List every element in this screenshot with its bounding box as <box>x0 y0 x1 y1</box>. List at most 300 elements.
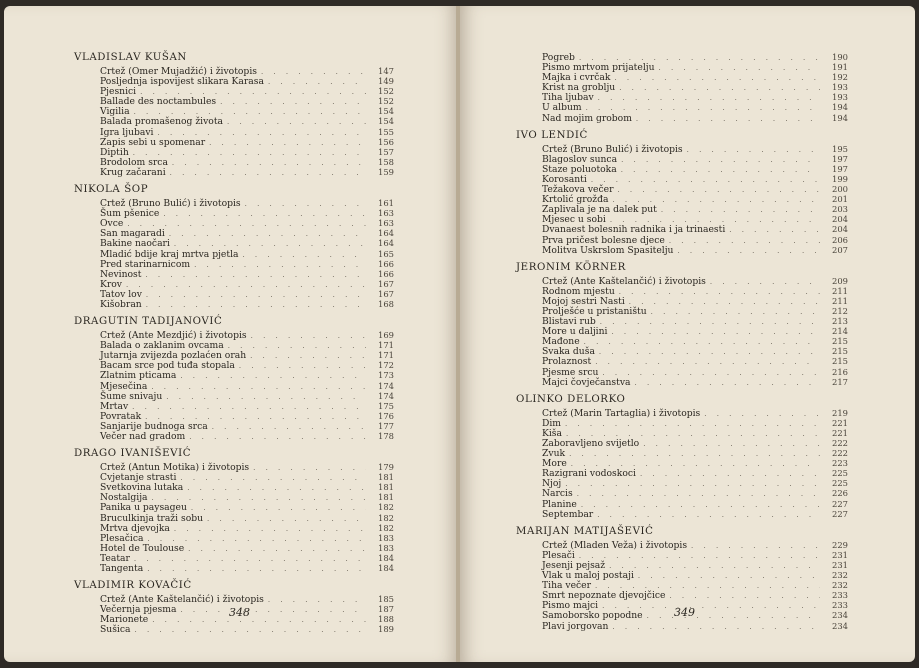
entry-page-number: 187 <box>378 604 394 615</box>
left-page-number: 348 <box>229 606 250 619</box>
toc-entry <box>516 245 848 255</box>
toc-left <box>74 52 394 635</box>
dot-leader <box>187 483 366 493</box>
toc-section <box>516 130 848 255</box>
entry-page-number: 215 <box>832 336 848 347</box>
toc-entry <box>516 164 848 174</box>
dot-leader <box>600 317 820 327</box>
entry-title: Smrt nepoznate djevojčice <box>542 590 666 602</box>
dot-leader <box>239 361 366 371</box>
entry-title: Igra ljubavi <box>100 126 154 138</box>
dot-leader <box>180 371 366 381</box>
entry-page-number: 216 <box>832 366 848 377</box>
toc-section <box>74 184 394 309</box>
toc-entry <box>74 208 394 218</box>
right-page-number: 349 <box>674 606 695 619</box>
entry-title: Samoborsko popodne <box>542 610 643 622</box>
entry-page-number: 149 <box>378 76 394 87</box>
toc-entry <box>74 482 394 492</box>
entry-title: Njoj <box>542 478 562 490</box>
entry-title: Zaplivala je na dalek put <box>542 204 657 216</box>
toc-section <box>516 262 848 387</box>
entry-page-number: 164 <box>378 228 394 239</box>
entry-page-number: 213 <box>832 316 848 327</box>
entry-title: Crtež (Ante Kaštelančić) i životopis <box>100 594 264 606</box>
entry-title: Plavi jorgovan <box>542 620 609 632</box>
entry-page-number: 167 <box>378 278 394 289</box>
entry-title: Krov <box>100 278 122 290</box>
entry-title: Bacam srce pod tuđa stopala <box>100 360 235 372</box>
dot-leader <box>268 595 366 605</box>
author-heading: OLINKO DELORKO <box>516 393 626 405</box>
dot-leader <box>661 205 820 215</box>
dot-leader <box>599 347 820 357</box>
entry-page-number: 181 <box>378 492 394 503</box>
entry-page-number: 182 <box>378 502 394 513</box>
toc-entry <box>74 279 394 289</box>
toc-entry <box>516 154 848 164</box>
dot-leader <box>636 114 820 124</box>
entry-title: Zaboravljeno svijetlo <box>542 438 640 449</box>
entry-page-number: 184 <box>378 563 394 574</box>
entry-title: Razigrani vodoskoci <box>542 468 636 480</box>
toc-entry <box>516 408 848 418</box>
entry-title: Svetkovina lutaka <box>100 482 184 494</box>
toc-entry <box>516 540 848 550</box>
dot-leader <box>677 246 820 256</box>
toc-entry <box>74 96 394 106</box>
entry-title: Krist na groblju <box>542 82 616 94</box>
dot-leader <box>579 551 820 561</box>
author-heading: DRAGUTIN TADIJANOVIĆ <box>74 316 223 328</box>
entry-page-number: 163 <box>378 208 394 219</box>
toc-entry <box>516 428 848 438</box>
entry-title: Mrtva djevojka <box>100 522 170 534</box>
entry-title: Prva pričest bolesne djece <box>542 234 665 246</box>
dot-leader <box>126 280 366 290</box>
entry-page-number: 234 <box>832 620 848 631</box>
entry-page-number: 182 <box>378 512 394 523</box>
entry-title: Panika u paysageu <box>100 502 187 514</box>
dot-leader <box>268 77 366 87</box>
dot-leader <box>565 479 820 489</box>
entry-page-number: 183 <box>378 542 394 553</box>
entry-page-number: 222 <box>832 438 848 448</box>
entry-title: Crtež (Ante Mezdjić) i životopis <box>100 330 247 342</box>
dot-leader <box>220 97 366 107</box>
dot-leader <box>577 489 820 499</box>
entry-page-number: 225 <box>832 478 848 489</box>
entry-title: Sanjarije budnoga srca <box>100 420 208 432</box>
entry-page-number: 177 <box>378 420 394 431</box>
entry-page-number: 152 <box>378 96 394 107</box>
entry-page-number: 191 <box>832 62 848 73</box>
toc-entry <box>74 523 394 533</box>
toc-section <box>516 394 848 519</box>
entry-title: Bakine naočari <box>100 238 170 250</box>
toc-section <box>516 52 848 123</box>
dot-leader <box>602 368 820 378</box>
entry-page-number: 217 <box>832 376 848 387</box>
entry-page-number: 165 <box>378 248 394 259</box>
entry-page-number: 223 <box>832 458 848 469</box>
entry-title: Ovce <box>100 218 124 230</box>
entry-title: Crtež (Bruno Bulić) i životopis <box>542 143 683 155</box>
dot-leader <box>614 73 820 83</box>
toc-entry <box>516 113 848 123</box>
entry-page-number: 161 <box>378 198 394 209</box>
entry-page-number: 209 <box>832 275 848 286</box>
toc-entry <box>74 228 394 238</box>
author-heading: JERONIM KÖRNER <box>516 261 626 273</box>
dot-leader <box>228 341 366 351</box>
toc-entry <box>74 391 394 401</box>
toc-entry <box>74 533 394 543</box>
entry-title: Planine <box>542 498 577 510</box>
entry-page-number: 174 <box>378 380 394 391</box>
entry-page-number: 171 <box>378 340 394 351</box>
toc-entry <box>74 76 394 86</box>
entry-title: Blagoslov sunca <box>542 153 618 165</box>
entry-title: Majci čovječanstva <box>542 376 631 388</box>
dot-leader <box>172 158 366 168</box>
toc-entry <box>516 448 848 458</box>
toc-entry <box>516 438 848 448</box>
dot-leader <box>227 117 366 127</box>
entry-title: Mrtav <box>100 400 129 412</box>
toc-entry <box>74 106 394 116</box>
dot-leader <box>163 209 366 219</box>
toc-entry <box>516 62 848 72</box>
entry-title: More u daljini <box>542 326 608 338</box>
entry-title: Večer nad gradom <box>100 431 186 442</box>
dot-leader <box>597 510 820 520</box>
entry-page-number: 184 <box>378 552 394 563</box>
toc-entry <box>74 299 394 309</box>
entry-page-number: 154 <box>378 116 394 127</box>
toc-entry <box>516 621 848 631</box>
entry-title: Zvuk <box>542 448 566 460</box>
dot-leader <box>169 229 366 239</box>
dot-leader <box>146 300 366 310</box>
toc-entry <box>516 509 848 519</box>
entry-title: Večernja pjesma <box>100 604 177 616</box>
toc-section <box>74 52 394 177</box>
toc-entry <box>516 580 848 590</box>
entry-page-number: 183 <box>378 532 394 543</box>
toc-entry <box>516 377 848 387</box>
author-heading: MARIJAN MATIJAŠEVIĆ <box>516 525 654 537</box>
toc-entry <box>74 167 394 177</box>
entry-title: Ballade des noctambules <box>100 96 217 108</box>
toc-entry <box>516 184 848 194</box>
dot-leader <box>170 168 366 178</box>
dot-leader <box>194 260 366 270</box>
dot-leader <box>619 287 820 297</box>
entry-page-number: 178 <box>378 431 394 441</box>
dot-leader <box>151 382 366 392</box>
toc-entry <box>74 330 394 340</box>
author-heading: IVO LENDIĆ <box>516 129 588 141</box>
toc-section <box>74 316 394 441</box>
entry-page-number: 181 <box>378 472 394 483</box>
entry-page-number: 212 <box>832 305 848 316</box>
entry-page-number: 204 <box>832 214 848 225</box>
toc-entry <box>74 350 394 360</box>
entry-page-number: 227 <box>832 508 848 519</box>
toc-entry <box>74 472 394 482</box>
dot-leader <box>647 611 820 621</box>
entry-page-number: 232 <box>832 570 848 581</box>
dot-leader <box>207 514 366 524</box>
entry-title: Pismo majci <box>542 600 599 612</box>
entry-page-number: 215 <box>832 346 848 357</box>
toc-entry <box>516 326 848 336</box>
entry-page-number: 204 <box>832 224 848 235</box>
toc-entry <box>74 513 394 523</box>
entry-page-number: 176 <box>378 410 394 421</box>
entry-page-number: 171 <box>378 350 394 361</box>
entry-page-number: 181 <box>378 482 394 493</box>
entry-title: Prolješće u pristaništu <box>542 305 647 317</box>
entry-title: Sušica <box>100 624 131 636</box>
dot-leader <box>669 236 820 246</box>
entry-page-number: 233 <box>832 590 848 601</box>
entry-title: Jutarnja zvijezda pozlaćen orah <box>100 350 247 362</box>
entry-title: Septembar <box>542 508 594 520</box>
entry-page-number: 197 <box>832 163 848 174</box>
entry-title: Nostalgija <box>100 492 148 504</box>
entry-page-number: 192 <box>832 72 848 83</box>
toc-entry <box>516 560 848 570</box>
entry-title: Molitva Uskrslom Spasitelju <box>542 244 674 256</box>
entry-title: Pismo mrtvom prijatelju <box>542 62 655 74</box>
toc-entry <box>516 468 848 478</box>
entry-page-number: 154 <box>378 106 394 117</box>
dot-leader <box>595 357 820 367</box>
author-heading: VLADISLAV KUŠAN <box>74 52 187 63</box>
toc-entry <box>516 316 848 326</box>
entry-title: Teatar <box>100 552 130 564</box>
entry-page-number: 211 <box>832 285 848 296</box>
dot-leader <box>132 402 366 412</box>
toc-entry <box>74 502 394 512</box>
toc-entry <box>74 401 394 411</box>
dot-leader <box>710 277 820 287</box>
entry-page-number: 147 <box>378 66 394 76</box>
entry-title: Marionete <box>100 614 149 626</box>
toc-entry <box>516 276 848 286</box>
toc-entry <box>74 238 394 248</box>
toc-entry <box>516 52 848 62</box>
toc-entry <box>516 590 848 600</box>
toc-entry <box>516 346 848 356</box>
entry-page-number: 200 <box>832 184 848 195</box>
entry-page-number: 152 <box>378 86 394 97</box>
toc-entry <box>74 259 394 269</box>
dot-leader <box>166 392 366 402</box>
entry-page-number: 219 <box>832 407 848 418</box>
entry-title: Jesenji pejsaž <box>542 559 606 571</box>
entry-title: Cvjetanje strasti <box>100 472 177 484</box>
dot-leader <box>617 185 820 195</box>
entry-title: Nevinost <box>100 268 142 280</box>
toc-entry <box>74 127 394 137</box>
toc-entry <box>516 72 848 82</box>
entry-page-number: 234 <box>832 610 848 621</box>
entry-page-number: 225 <box>832 468 848 479</box>
toc-entry <box>74 218 394 228</box>
toc-entry <box>516 102 848 112</box>
toc-entry <box>74 563 394 573</box>
author-heading: DRAGO IVANIŠEVIĆ <box>74 448 192 460</box>
entry-page-number: 189 <box>378 624 394 635</box>
entry-page-number: 175 <box>378 400 394 411</box>
entry-page-number: 222 <box>832 448 848 459</box>
entry-title: San magaradi <box>100 228 165 240</box>
dot-leader <box>612 622 820 632</box>
toc-right <box>516 52 848 631</box>
right-page <box>460 6 915 662</box>
entry-page-number: 174 <box>378 390 394 401</box>
toc-entry <box>74 249 394 259</box>
author-heading: VLADIMIR KOVAČIĆ <box>74 580 192 592</box>
entry-title: Majka i cvrčak <box>542 72 611 84</box>
author-heading: NIKOLA ŠOP <box>74 184 149 196</box>
toc-entry <box>516 478 848 488</box>
toc-entry <box>516 144 848 154</box>
entry-page-number: 169 <box>378 330 394 341</box>
dot-leader <box>621 155 820 165</box>
toc-entry <box>516 550 848 560</box>
toc-entry <box>74 147 394 157</box>
toc-entry <box>74 198 394 208</box>
dot-leader <box>191 503 366 513</box>
entry-title: Mjesec u sobi <box>542 214 606 226</box>
entry-page-number: 193 <box>832 92 848 103</box>
entry-title: Blistavi rub <box>542 316 596 328</box>
dot-leader <box>691 541 820 551</box>
entry-title: Tangenta <box>100 563 144 575</box>
entry-page-number: 229 <box>832 539 848 550</box>
entry-page-number: 157 <box>378 146 394 157</box>
toc-entry <box>74 157 394 167</box>
toc-entry <box>516 488 848 498</box>
entry-title: Dvanaest bolesnih radnika i ja trinaesti <box>542 224 726 236</box>
entry-page-number: 195 <box>832 143 848 154</box>
dot-leader <box>251 331 366 341</box>
dot-leader <box>146 290 366 300</box>
entry-title: Tiha ljubav <box>542 92 594 104</box>
entry-title: Šum pšenice <box>100 208 160 220</box>
entry-page-number: 166 <box>378 258 394 269</box>
entry-page-number: 168 <box>378 298 394 309</box>
toc-entry <box>74 340 394 350</box>
entry-page-number: 226 <box>832 488 848 499</box>
toc-entry <box>74 289 394 299</box>
dot-leader <box>174 524 366 534</box>
entry-title: Nad mojim grobom <box>542 112 632 124</box>
dot-leader <box>629 297 820 307</box>
entry-page-number: 233 <box>832 600 848 611</box>
toc-entry <box>516 92 848 102</box>
entry-title: Krtolić grožđa <box>542 194 609 206</box>
toc-entry <box>74 594 394 604</box>
dot-leader <box>212 422 366 432</box>
entry-page-number: 221 <box>832 427 848 438</box>
toc-entry <box>74 553 394 563</box>
entry-page-number: 232 <box>832 580 848 591</box>
dot-leader <box>253 463 366 473</box>
dot-leader <box>704 409 820 419</box>
toc-entry <box>74 624 394 634</box>
toc-entry <box>74 421 394 431</box>
entry-title: Svaka duša <box>542 346 595 358</box>
toc-entry <box>516 296 848 306</box>
dot-leader <box>189 432 366 442</box>
entry-page-number: 201 <box>832 194 848 205</box>
dot-leader <box>669 591 820 601</box>
entry-page-number: 207 <box>832 244 848 255</box>
dot-leader <box>569 449 820 459</box>
toc-entry <box>516 204 848 214</box>
entry-page-number: 188 <box>378 614 394 625</box>
dot-leader <box>591 175 820 185</box>
toc-entry <box>516 570 848 580</box>
entry-page-number: 172 <box>378 360 394 371</box>
toc-entry <box>74 431 394 441</box>
toc-entry <box>516 306 848 316</box>
entry-title: Posljednja ispovijest slikara Karasa <box>100 76 264 88</box>
entry-page-number: 179 <box>378 462 394 473</box>
dot-leader <box>180 473 366 483</box>
entry-page-number: 231 <box>832 549 848 560</box>
toc-entry <box>516 356 848 366</box>
toc-entry <box>516 458 848 468</box>
dot-leader <box>609 561 820 571</box>
dot-leader <box>598 93 820 103</box>
toc-entry <box>74 360 394 370</box>
dot-leader <box>250 351 366 361</box>
entry-title: Prolaznost <box>542 356 592 368</box>
entry-page-number: 159 <box>378 166 394 177</box>
toc-entry <box>74 116 394 126</box>
entry-title: Vlak u maloj postaji <box>542 570 634 582</box>
toc-entry <box>74 137 394 147</box>
entry-page-number: 173 <box>378 370 394 381</box>
dot-leader <box>242 250 366 260</box>
dot-leader <box>147 564 366 574</box>
entry-title: Kiša <box>542 427 562 439</box>
toc-entry <box>516 336 848 346</box>
entry-page-number: 197 <box>832 153 848 164</box>
dot-leader <box>188 544 366 554</box>
dot-leader <box>135 625 367 635</box>
entry-title: Crtež (Marin Tartaglia) i životopis <box>542 407 701 419</box>
left-page <box>4 6 458 662</box>
entry-page-number: 158 <box>378 156 394 167</box>
toc-entry <box>516 82 848 92</box>
dot-leader <box>174 239 366 249</box>
entry-title: Mojoj sestri Nasti <box>542 295 625 307</box>
toc-entry <box>516 224 848 234</box>
entry-page-number: 215 <box>832 356 848 367</box>
dot-leader <box>611 327 820 337</box>
entry-page-number: 166 <box>378 268 394 279</box>
dot-leader <box>651 307 820 317</box>
entry-title: Crtež (Ante Kaštelančić) i životopis <box>542 275 706 287</box>
entry-page-number: 167 <box>378 288 394 299</box>
